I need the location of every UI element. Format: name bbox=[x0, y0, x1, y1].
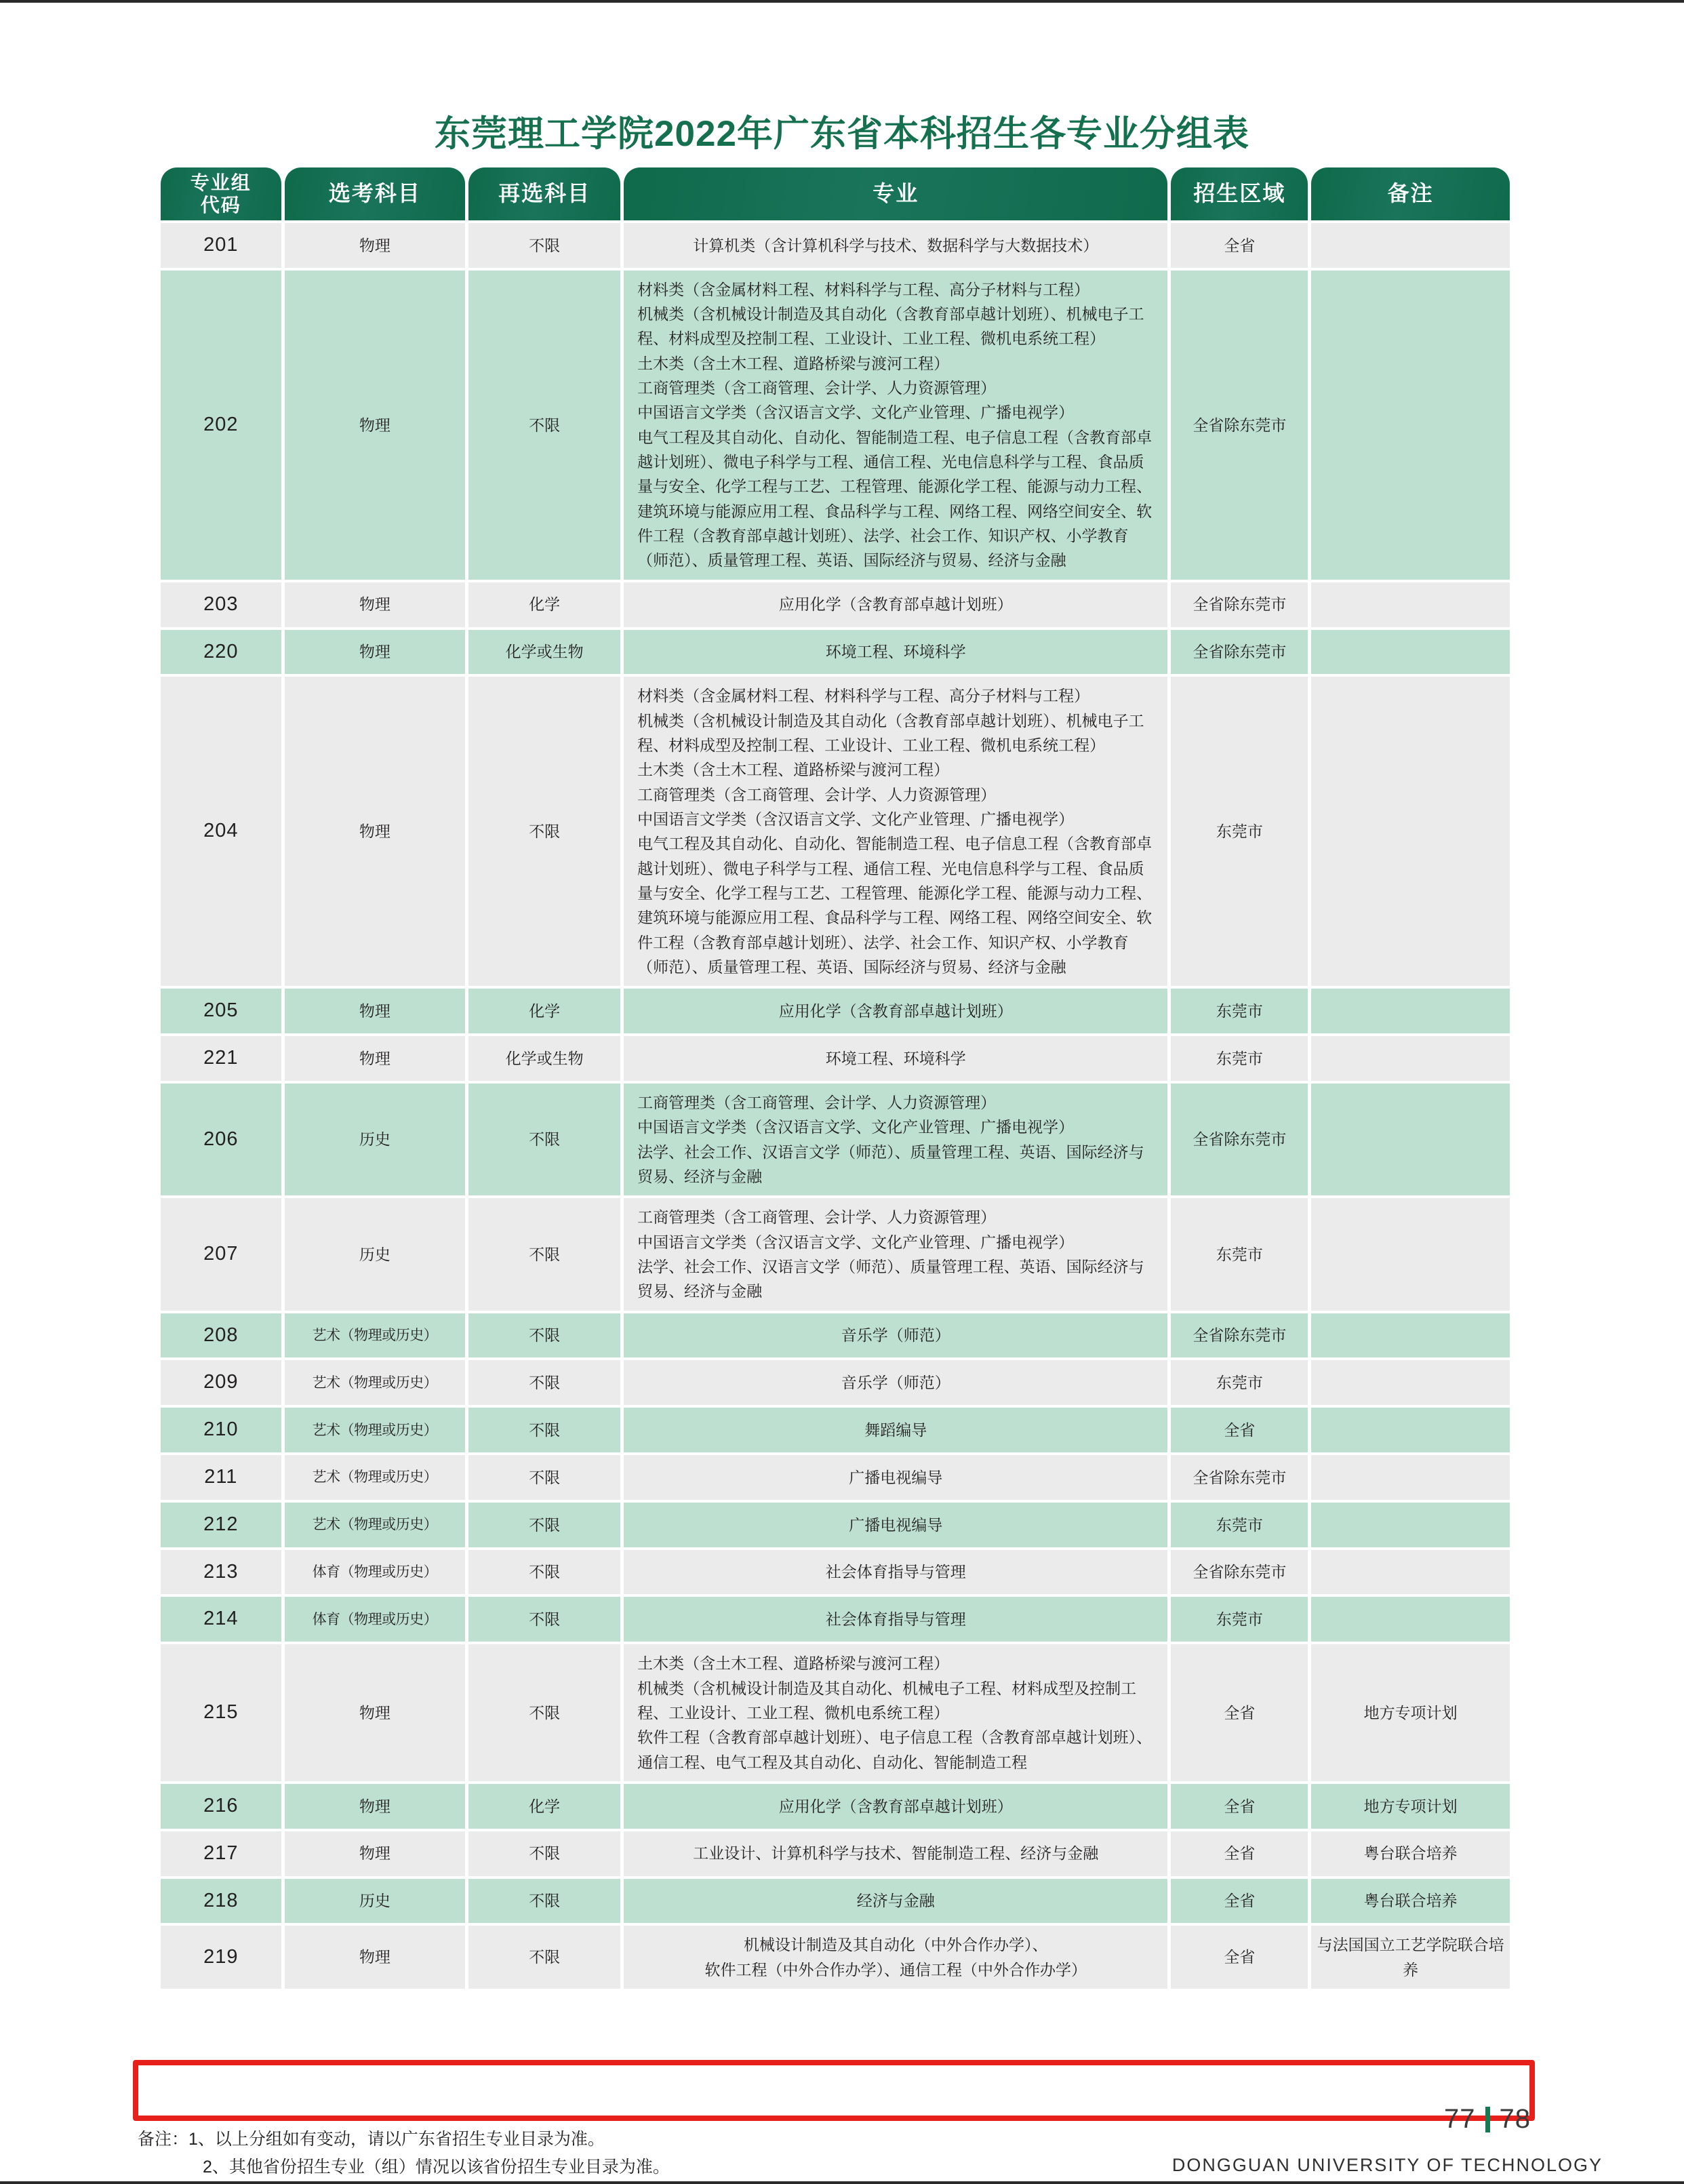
cell-elective-subject: 艺术（物理或历史） bbox=[285, 1360, 465, 1405]
table-row bbox=[161, 1597, 1510, 1642]
column-header-elective: 选考科目 bbox=[285, 167, 465, 220]
cell-remark bbox=[1311, 271, 1510, 580]
cell-region: 东莞市 bbox=[1171, 989, 1308, 1033]
cell-elective-subject: 艺术（物理或历史） bbox=[285, 1408, 465, 1452]
cell-remark bbox=[1311, 677, 1510, 986]
table-row bbox=[161, 1036, 1510, 1081]
cell-elective-subject: 物理 bbox=[285, 630, 465, 675]
cell-remark bbox=[1311, 1313, 1510, 1358]
cell-major-list: 材料类（含金属材料工程、材料科学与工程、高分子材料与工程） 机械类（含机械设计制造及其自动化（含教育部卓越计划班）、机械电子工程、材料成型及控制工程、工业设计、工业工程、微机电系统工程） 土木类（含土木工程、道路桥梁与渡河工程） 工商管理类（含工商管理、会计学、人力资源管理） 中国语言文学类（含汉语言文学、文化产业管理、广播电视学） 电气工程及其自动化、自动化、智能制造工程、电子信息工程（含教育部卓越计划班）、微电子科学与工程、通信工程、光电信息科学与工程、食品质量与安全、化学工程与工艺、工程管理、能源化学工程、能源与动力工程、建筑环境与能源应用工程、食品科学与工程、网络工程、网络空间安全、软件工程（含教育部卓越计划班）、法学、社会工作、知识产权、小学教育（师范）、质量管理工程、英语、国际经济与贸易、经济与金融 bbox=[624, 271, 1167, 580]
page-number-left: 77 bbox=[1444, 2104, 1476, 2134]
cell-group-code: 217 bbox=[161, 1831, 281, 1876]
cell-remark: 地方专项计划 bbox=[1311, 1784, 1510, 1829]
cell-remark bbox=[1311, 989, 1510, 1033]
cell-group-code: 206 bbox=[161, 1084, 281, 1195]
cell-group-code: 201 bbox=[161, 223, 281, 268]
cell-region: 东莞市 bbox=[1171, 1036, 1308, 1081]
cell-group-code: 215 bbox=[161, 1644, 281, 1781]
table-row bbox=[161, 1550, 1510, 1595]
cell-region: 全省除东莞市 bbox=[1171, 1313, 1308, 1358]
cell-re-elective-subject: 化学 bbox=[468, 989, 620, 1033]
cell-re-elective-subject: 不限 bbox=[468, 1597, 620, 1642]
cell-re-elective-subject: 不限 bbox=[468, 1926, 620, 1989]
cell-region: 全省 bbox=[1171, 223, 1308, 268]
cell-region: 全省 bbox=[1171, 1408, 1308, 1452]
footnote-line-1: 备注：1、以上分组如有变动，请以广东省招生专业目录为准。 bbox=[138, 2130, 605, 2149]
cell-re-elective-subject: 不限 bbox=[468, 1084, 620, 1195]
cell-major-list: 舞蹈编导 bbox=[624, 1408, 1167, 1452]
cell-major-list: 工业设计、计算机科学与技术、智能制造工程、经济与金融 bbox=[624, 1831, 1167, 1876]
cell-major-list: 社会体育指导与管理 bbox=[624, 1550, 1167, 1595]
cell-re-elective-subject: 不限 bbox=[468, 1360, 620, 1405]
cell-major-list: 广播电视编导 bbox=[624, 1455, 1167, 1500]
column-header-major: 专业 bbox=[624, 167, 1167, 220]
cell-region: 全省 bbox=[1171, 1644, 1308, 1781]
cell-major-list: 广播电视编导 bbox=[624, 1503, 1167, 1547]
cell-re-elective-subject: 不限 bbox=[468, 223, 620, 268]
cell-re-elective-subject: 不限 bbox=[468, 677, 620, 986]
table-row bbox=[161, 1360, 1510, 1405]
cell-remark bbox=[1311, 1503, 1510, 1547]
cell-re-elective-subject: 不限 bbox=[468, 1644, 620, 1781]
scan-edge-bottom bbox=[0, 2181, 1684, 2184]
cell-re-elective-subject: 不限 bbox=[468, 1550, 620, 1595]
cell-group-code: 219 bbox=[161, 1926, 281, 1989]
column-header-code bbox=[161, 167, 281, 220]
cell-remark bbox=[1311, 1084, 1510, 1195]
cell-re-elective-subject: 不限 bbox=[468, 1408, 620, 1452]
cell-major-list: 环境工程、环境科学 bbox=[624, 630, 1167, 675]
table-row bbox=[161, 223, 1510, 268]
cell-group-code: 218 bbox=[161, 1879, 281, 1924]
cell-major-list: 工商管理类（含工商管理、会计学、人力资源管理） 中国语言文学类（含汉语言文学、文化产业管理、广播电视学） 法学、社会工作、汉语言文学（师范）、质量管理工程、英语、国际经济与贸易、经济与金融 bbox=[624, 1198, 1167, 1310]
cell-re-elective-subject: 不限 bbox=[468, 1831, 620, 1876]
cell-elective-subject: 物理 bbox=[285, 223, 465, 268]
cell-remark bbox=[1311, 582, 1510, 627]
cell-region: 全省 bbox=[1171, 1831, 1308, 1876]
table-row bbox=[161, 1198, 1510, 1310]
cell-re-elective-subject: 不限 bbox=[468, 1198, 620, 1310]
cell-major-list: 环境工程、环境科学 bbox=[624, 1036, 1167, 1081]
table-row bbox=[161, 582, 1510, 627]
table-row bbox=[161, 1784, 1510, 1829]
cell-remark: 粤台联合培养 bbox=[1311, 1831, 1510, 1876]
table-row bbox=[161, 271, 1510, 580]
cell-remark: 地方专项计划 bbox=[1311, 1644, 1510, 1781]
university-name-en: DONGGUAN UNIVERSITY OF TECHNOLOGY bbox=[1171, 2155, 1603, 2175]
cell-elective-subject: 体育（物理或历史） bbox=[285, 1597, 465, 1642]
cell-group-code: 205 bbox=[161, 989, 281, 1033]
cell-elective-subject: 物理 bbox=[285, 1644, 465, 1781]
cell-remark bbox=[1311, 1360, 1510, 1405]
cell-remark bbox=[1311, 1036, 1510, 1081]
footnotes bbox=[138, 2126, 670, 2181]
page-number-divider bbox=[1485, 2107, 1490, 2132]
cell-remark bbox=[1311, 630, 1510, 675]
column-header-region: 招生区域 bbox=[1171, 167, 1308, 220]
table-row bbox=[161, 1926, 1510, 1989]
table-body bbox=[161, 223, 1510, 1989]
cell-region: 全省 bbox=[1171, 1926, 1308, 1989]
cell-elective-subject: 物理 bbox=[285, 677, 465, 986]
cell-remark bbox=[1311, 1550, 1510, 1595]
cell-major-list: 应用化学（含教育部卓越计划班） bbox=[624, 1784, 1167, 1829]
table-row bbox=[161, 1503, 1510, 1547]
column-header-code-line2: 代码 bbox=[200, 195, 241, 216]
cell-region: 东莞市 bbox=[1171, 1198, 1308, 1310]
major-group-table bbox=[157, 165, 1513, 1991]
cell-elective-subject: 物理 bbox=[285, 1784, 465, 1829]
page-number-right: 78 bbox=[1499, 2104, 1531, 2134]
cell-remark bbox=[1311, 1597, 1510, 1642]
cell-re-elective-subject: 不限 bbox=[468, 271, 620, 580]
table-row bbox=[161, 1313, 1510, 1358]
cell-elective-subject: 艺术（物理或历史） bbox=[285, 1503, 465, 1547]
cell-major-list: 音乐学（师范） bbox=[624, 1360, 1167, 1405]
cell-group-code: 210 bbox=[161, 1408, 281, 1452]
cell-group-code: 202 bbox=[161, 271, 281, 580]
cell-major-list: 工商管理类（含工商管理、会计学、人力资源管理） 中国语言文学类（含汉语言文学、文化产业管理、广播电视学） 法学、社会工作、汉语言文学（师范）、质量管理工程、英语、国际经济与贸易、经济与金融 bbox=[624, 1084, 1167, 1195]
cell-remark bbox=[1311, 1455, 1510, 1500]
cell-major-list: 音乐学（师范） bbox=[624, 1313, 1167, 1358]
cell-region: 东莞市 bbox=[1171, 1597, 1308, 1642]
column-header-re-elective: 再选科目 bbox=[468, 167, 620, 220]
cell-major-list: 经济与金融 bbox=[624, 1879, 1167, 1924]
page-numbers bbox=[1444, 2104, 1531, 2135]
page-title: 东莞理工学院2022年广东省本科招生各专业分组表 bbox=[435, 114, 1249, 154]
cell-re-elective-subject: 化学 bbox=[468, 582, 620, 627]
cell-remark bbox=[1311, 1408, 1510, 1452]
table-header bbox=[161, 167, 1510, 220]
cell-region: 全省 bbox=[1171, 1879, 1308, 1924]
cell-elective-subject: 历史 bbox=[285, 1084, 465, 1195]
cell-re-elective-subject: 不限 bbox=[468, 1879, 620, 1924]
highlight-box-row-219 bbox=[133, 2060, 1535, 2121]
cell-remark: 与法国国立工艺学院联合培养 bbox=[1311, 1926, 1510, 1989]
cell-region: 全省除东莞市 bbox=[1171, 1084, 1308, 1195]
cell-elective-subject: 历史 bbox=[285, 1879, 465, 1924]
table-header-row bbox=[161, 167, 1510, 220]
cell-region: 东莞市 bbox=[1171, 1360, 1308, 1405]
cell-elective-subject: 体育（物理或历史） bbox=[285, 1550, 465, 1595]
table-row bbox=[161, 1408, 1510, 1452]
cell-group-code: 208 bbox=[161, 1313, 281, 1358]
cell-group-code: 220 bbox=[161, 630, 281, 675]
cell-elective-subject: 物理 bbox=[285, 1036, 465, 1081]
cell-region: 全省除东莞市 bbox=[1171, 630, 1308, 675]
cell-group-code: 213 bbox=[161, 1550, 281, 1595]
table-row bbox=[161, 677, 1510, 986]
major-group-table-wrapper bbox=[157, 165, 1513, 1991]
cell-group-code: 207 bbox=[161, 1198, 281, 1310]
cell-major-list: 土木类（含土木工程、道路桥梁与渡河工程） 机械类（含机械设计制造及其自动化、机械电子工程、材料成型及控制工程、工业设计、工业工程、微机电系统工程） 软件工程（含教育部卓越计划班）、电子信息工程（含教育部卓越计划班）、通信工程、电气工程及其自动化、自动化、智能制造工程 bbox=[624, 1644, 1167, 1781]
cell-major-list: 应用化学（含教育部卓越计划班） bbox=[624, 989, 1167, 1033]
cell-elective-subject: 艺术（物理或历史） bbox=[285, 1313, 465, 1358]
cell-elective-subject: 物理 bbox=[285, 271, 465, 580]
cell-major-list: 机械设计制造及其自动化（中外合作办学）、 软件工程（中外合作办学）、通信工程（中外合作办学） bbox=[624, 1926, 1167, 1989]
table-row bbox=[161, 1831, 1510, 1876]
cell-remark: 粤台联合培养 bbox=[1311, 1879, 1510, 1924]
cell-elective-subject: 物理 bbox=[285, 582, 465, 627]
cell-major-list: 材料类（含金属材料工程、材料科学与工程、高分子材料与工程） 机械类（含机械设计制造及其自动化（含教育部卓越计划班）、机械电子工程、材料成型及控制工程、工业设计、工业工程、微机电系统工程） 土木类（含土木工程、道路桥梁与渡河工程） 工商管理类（含工商管理、会计学、人力资源管理） 中国语言文学类（含汉语言文学、文化产业管理、广播电视学） 电气工程及其自动化、自动化、智能制造工程、电子信息工程（含教育部卓越计划班）、微电子科学与工程、通信工程、光电信息科学与工程、食品质量与安全、化学工程与工艺、工程管理、能源化学工程、能源与动力工程、建筑环境与能源应用工程、食品科学与工程、网络工程、网络空间安全、软件工程（含教育部卓越计划班）、法学、社会工作、知识产权、小学教育（师范）、质量管理工程、英语、国际经济与贸易、经济与金融 bbox=[624, 677, 1167, 986]
cell-major-list: 应用化学（含教育部卓越计划班） bbox=[624, 582, 1167, 627]
table-row bbox=[161, 1455, 1510, 1500]
cell-elective-subject: 物理 bbox=[285, 1926, 465, 1989]
table-row bbox=[161, 1879, 1510, 1924]
cell-group-code: 214 bbox=[161, 1597, 281, 1642]
cell-region: 全省 bbox=[1171, 1784, 1308, 1829]
cell-group-code: 212 bbox=[161, 1503, 281, 1547]
cell-region: 全省除东莞市 bbox=[1171, 271, 1308, 580]
cell-re-elective-subject: 化学 bbox=[468, 1784, 620, 1829]
cell-region: 东莞市 bbox=[1171, 1503, 1308, 1547]
footnote-line-2: 2、其他省份招生专业（组）情况以该省份招生专业目录为准。 bbox=[203, 2157, 670, 2177]
cell-remark bbox=[1311, 1198, 1510, 1310]
table-row bbox=[161, 630, 1510, 675]
cell-group-code: 203 bbox=[161, 582, 281, 627]
cell-region: 全省除东莞市 bbox=[1171, 582, 1308, 627]
cell-major-list: 社会体育指导与管理 bbox=[624, 1597, 1167, 1642]
cell-elective-subject: 物理 bbox=[285, 989, 465, 1033]
cell-group-code: 209 bbox=[161, 1360, 281, 1405]
cell-region: 全省除东莞市 bbox=[1171, 1455, 1308, 1500]
table-row bbox=[161, 1084, 1510, 1195]
scan-edge-top bbox=[0, 0, 1684, 3]
cell-re-elective-subject: 不限 bbox=[468, 1455, 620, 1500]
cell-re-elective-subject: 化学或生物 bbox=[468, 1036, 620, 1081]
cell-re-elective-subject: 不限 bbox=[468, 1503, 620, 1547]
cell-re-elective-subject: 不限 bbox=[468, 1313, 620, 1358]
cell-group-code: 216 bbox=[161, 1784, 281, 1829]
column-header-remark: 备注 bbox=[1311, 167, 1510, 220]
table-row bbox=[161, 1644, 1510, 1781]
cell-region: 全省除东莞市 bbox=[1171, 1550, 1308, 1595]
cell-elective-subject: 物理 bbox=[285, 1831, 465, 1876]
cell-elective-subject: 艺术（物理或历史） bbox=[285, 1455, 465, 1500]
cell-re-elective-subject: 化学或生物 bbox=[468, 630, 620, 675]
cell-remark bbox=[1311, 223, 1510, 268]
cell-group-code: 221 bbox=[161, 1036, 281, 1081]
cell-elective-subject: 历史 bbox=[285, 1198, 465, 1310]
cell-group-code: 204 bbox=[161, 677, 281, 986]
table-row bbox=[161, 989, 1510, 1033]
cell-region: 东莞市 bbox=[1171, 677, 1308, 986]
cell-group-code: 211 bbox=[161, 1455, 281, 1500]
cell-major-list: 计算机类（含计算机科学与技术、数据科学与大数据技术） bbox=[624, 223, 1167, 268]
column-header-code-line1: 专业组 bbox=[190, 172, 252, 193]
